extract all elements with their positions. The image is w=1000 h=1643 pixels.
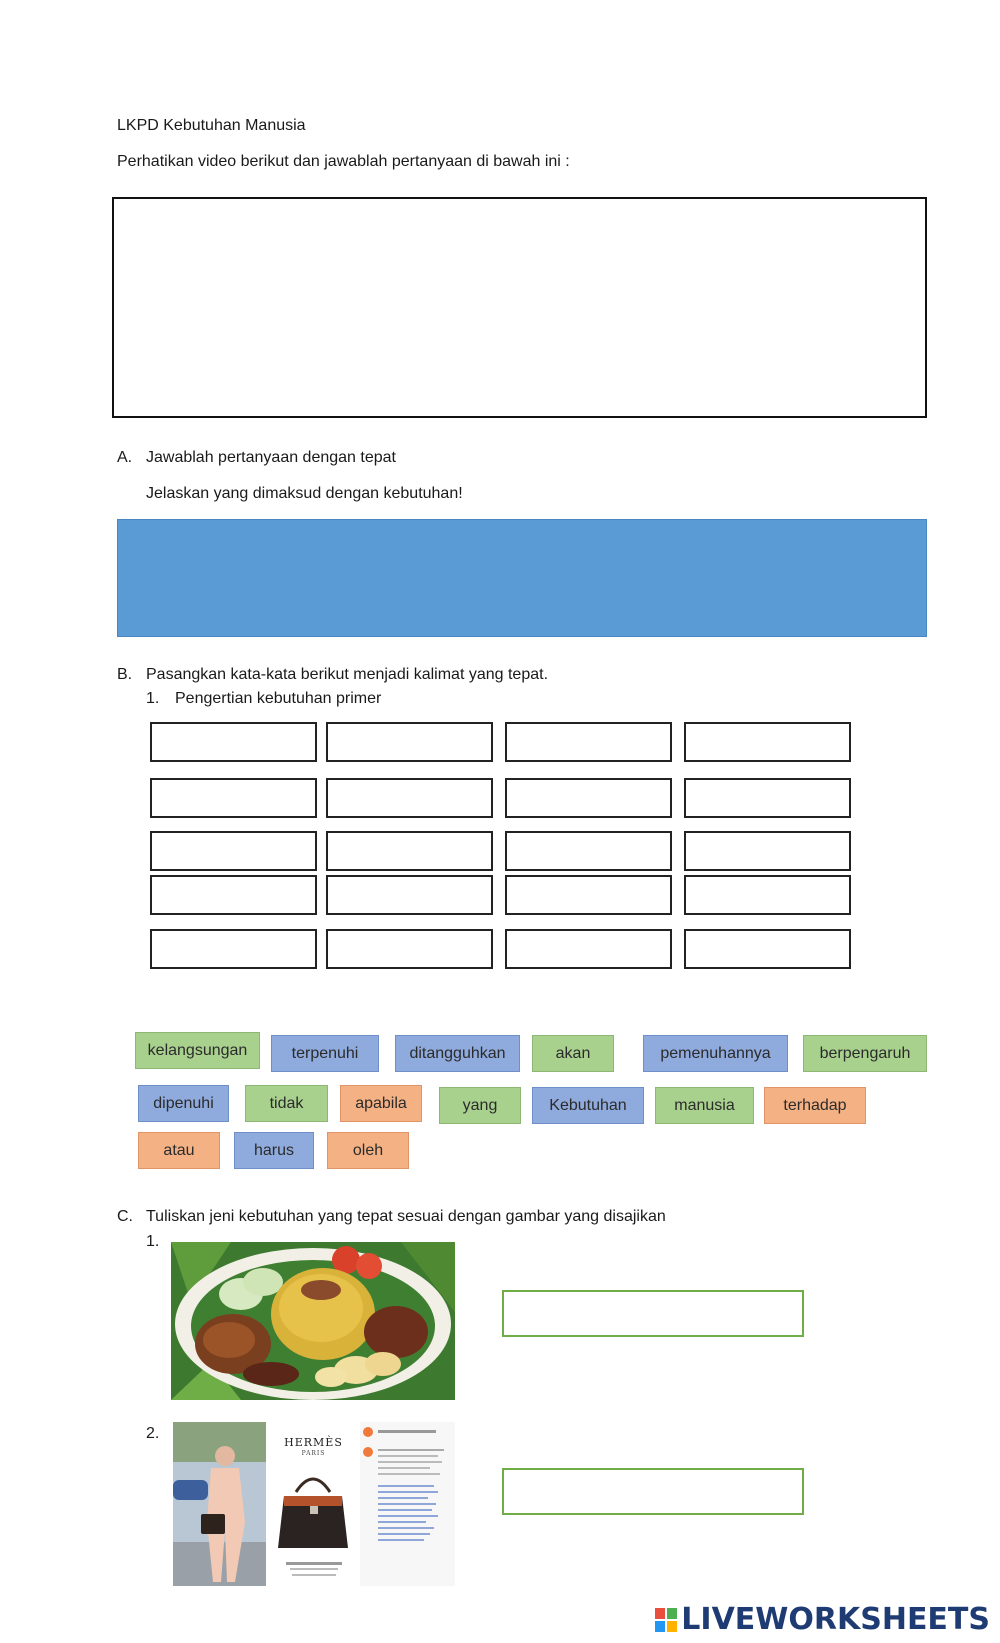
word-tile[interactable]: harus [234, 1132, 314, 1169]
section-c-item2-number: 2. [146, 1425, 160, 1442]
word-tile[interactable]: pemenuhannya [643, 1035, 788, 1072]
drop-slot[interactable] [684, 778, 851, 818]
drop-slot[interactable] [150, 929, 317, 969]
drop-slot[interactable] [684, 875, 851, 915]
section-c-item1-number: 1. [146, 1233, 160, 1250]
section-a-title: Jawablah pertanyaan dengan tepat [146, 449, 396, 466]
section-b-title: Pasangkan kata-kata berikut menjadi kalimat yang tepat. [146, 666, 549, 683]
hermes-logo-text: HERMÈS [284, 1436, 343, 1449]
drop-slot[interactable] [505, 875, 672, 915]
drop-slot[interactable] [150, 831, 317, 871]
drop-slot[interactable] [684, 831, 851, 871]
answer-input-2[interactable] [502, 1468, 804, 1515]
food-photo [171, 1242, 455, 1400]
drop-slot[interactable] [505, 722, 672, 762]
worksheet-title: LKPD Kebutuhan Manusia [117, 117, 306, 134]
hermes-product-image [270, 1422, 357, 1586]
drop-slot[interactable] [150, 778, 317, 818]
liveworksheets-grid-icon [655, 1608, 677, 1632]
section-c-label: C. [117, 1208, 133, 1225]
woman-with-bag-image [173, 1422, 266, 1586]
section-c-title: Tuliskan jeni kebutuhan yang tepat sesuai dengan gambar yang disajikan [146, 1208, 666, 1225]
word-tile[interactable]: yang [439, 1087, 521, 1124]
word-tile[interactable]: manusia [655, 1087, 754, 1124]
drop-slot[interactable] [326, 722, 493, 762]
handbag-icon [270, 1462, 357, 1586]
drop-slot[interactable] [326, 831, 493, 871]
word-tile[interactable]: akan [532, 1035, 614, 1072]
drop-slot[interactable] [326, 778, 493, 818]
drop-slot[interactable] [150, 875, 317, 915]
drop-slot[interactable] [684, 929, 851, 969]
section-a-label: A. [117, 449, 133, 466]
word-tile[interactable]: oleh [327, 1132, 409, 1169]
drop-slot[interactable] [684, 722, 851, 762]
word-tile[interactable]: berpengaruh [803, 1035, 927, 1072]
section-b-item-number: 1. [146, 690, 160, 707]
hermes-city-text: PARIS [301, 1450, 326, 1457]
word-tile[interactable]: dipenuhi [138, 1085, 229, 1122]
person-photo [173, 1422, 266, 1586]
word-tile[interactable]: Kebutuhan [532, 1087, 644, 1124]
answer-input-1[interactable] [502, 1290, 804, 1337]
drop-slot[interactable] [505, 778, 672, 818]
section-a-question: Jelaskan yang dimaksud dengan kebutuhan! [146, 485, 463, 502]
instruction-text: Perhatikan video berikut dan jawablah pertanyaan di bawah ini : [117, 153, 570, 170]
answer-textbox[interactable] [117, 519, 927, 637]
drop-slot[interactable] [505, 929, 672, 969]
drop-slot[interactable] [150, 722, 317, 762]
section-b-label: B. [117, 666, 133, 683]
drop-slot[interactable] [326, 875, 493, 915]
drop-slot[interactable] [505, 831, 672, 871]
word-tile[interactable]: terpenuhi [271, 1035, 379, 1072]
word-tile[interactable]: apabila [340, 1085, 422, 1122]
instagram-post-image [360, 1422, 455, 1586]
video-frame[interactable] [112, 197, 927, 418]
word-tile[interactable]: kelangsungan [135, 1032, 260, 1069]
brand-name: LIVEWORKSHEETS [681, 1602, 990, 1637]
drop-slot[interactable] [326, 929, 493, 969]
social-post-screenshot [360, 1422, 455, 1586]
word-tile[interactable]: ditangguhkan [395, 1035, 520, 1072]
word-tile[interactable]: tidak [245, 1085, 328, 1122]
nasi-kuning-image [171, 1242, 455, 1400]
section-b-item-title: Pengertian kebutuhan primer [175, 690, 382, 707]
word-tile[interactable]: terhadap [764, 1087, 866, 1124]
liveworksheets-logo[interactable] [655, 1602, 990, 1637]
word-tile[interactable]: atau [138, 1132, 220, 1169]
